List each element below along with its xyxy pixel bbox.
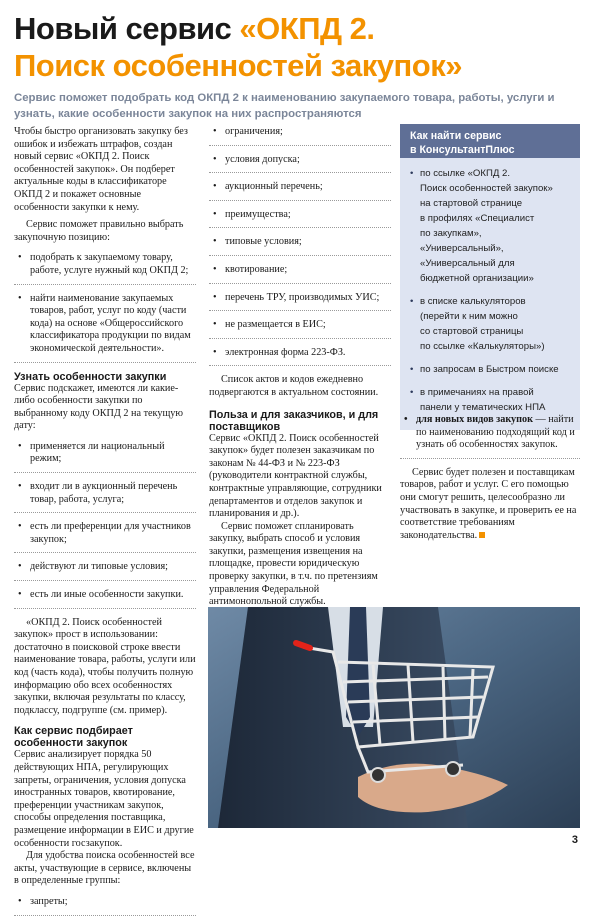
groups-list-start [14, 896, 196, 916]
acts-note: Список актов и кодов ежедневно подвергаются в актуальном состоянии. [209, 374, 379, 398]
features-intro: Сервис подскажет, имеются ли какие-либо особенности закупки по выбранному коду ОКПД 2 на текущую дату: [14, 382, 183, 432]
intro-paragraph: Чтобы быстро организовать закупку без ошибок и избежать штрафов, создан новый сервис «ОКПД 2. Поиск особенностей закупок». Он подберет актуальные коды в классификаторе ОКПД 2 и покажет основные особенности закупки к нему. [14, 126, 188, 213]
callout-text-line: по закупкам», [420, 228, 482, 239]
heading-benefit: Польза и для заказчиков, и для поставщиков [209, 408, 379, 433]
callout-text-line: Поиск особенностей закупок» [420, 183, 553, 194]
callout-text-line: «Универсальный для [420, 258, 515, 269]
cart-wheel [371, 768, 385, 782]
list-item: • запреты; [14, 896, 196, 916]
bullet-text: — найти по наименованию подходящий код и узнать об особенностях закупок. [416, 414, 575, 451]
list-item: • входит ли в аукционный перечень товар, работа, услуга; [14, 481, 196, 513]
list-item: • есть ли иные особенности закупки. [14, 589, 196, 609]
callout-how-to-find [400, 124, 580, 430]
callout-text-line: по ссылке «Калькуляторы») [420, 341, 545, 352]
callout-text-line: панели у тематических НПА [420, 402, 546, 413]
title-part-dark: Новый сервис [14, 11, 240, 46]
groups-list [209, 126, 391, 366]
callout-text-line: (перейти к ним можно [420, 311, 518, 322]
list-item: • найти наименование закупаемых товаров, работ, услуг по коду (части кода) на основе «Общероссийского классификатора продукции по видам экономической деятельности». [14, 293, 196, 363]
callout-item [410, 166, 574, 286]
bullet-bold-text: для новых видов закупок [416, 414, 533, 425]
title-line-2: Поиск особенностей закупок» [14, 48, 462, 83]
list-item: • применяется ли национальный режим; [14, 441, 196, 473]
callout-header-line: Как найти сервис [410, 130, 502, 142]
callout-header-line: в КонсультантПлюс [410, 144, 515, 156]
title-part-orange: «ОКПД 2. [239, 11, 375, 46]
list-item: • электронная форма 223-ФЗ. [209, 347, 391, 367]
list-item: • условия допуска; [209, 154, 391, 174]
new-purchases-list [400, 414, 580, 459]
callout-text-line: • по запросам в Быстром поиске [420, 364, 559, 375]
heading-features: Узнать особенности закупки [14, 370, 167, 383]
column-1 [14, 126, 196, 924]
end-mark-icon [479, 532, 485, 538]
callout-item [410, 294, 574, 354]
callout-header [400, 124, 580, 158]
cart-wheel [446, 762, 460, 776]
column-3 [400, 414, 580, 542]
help-paragraph: Сервис поможет правильно выбрать закупочную позицию: [14, 219, 184, 243]
column-2 [209, 126, 391, 682]
page-title [14, 10, 594, 84]
callout-text-line: • по ссылке «ОКПД 2. [420, 168, 511, 179]
page-number: 3 [571, 834, 578, 846]
callout-text-line: в профилях «Специалист [420, 213, 535, 224]
heading-how: Как сервис подбирает особенности закупок [14, 725, 133, 750]
callout-text-line: • в списке калькуляторов [420, 296, 526, 307]
callout-item [410, 362, 574, 377]
list-item: • аукционный перечень; [209, 181, 391, 201]
list-item: • есть ли преференции для участников закупок; [14, 521, 196, 553]
usage-paragraph: «ОКПД 2. Поиск особенностей закупок» прост в использовании: достаточно в поисковой строке ввести наименование товара, работы, услуги или код (часть кода), чтобы получить полную информацию обо всех особенностях закупки, включая результаты по классу, подклассу, подгруппе (см. пример). [14, 616, 196, 716]
callout-text-line: на стартовой странице [420, 198, 523, 209]
closing-paragraph [400, 467, 580, 543]
list-item: • типовые условия; [209, 236, 391, 256]
callout-text-line: со стартовой страницы [420, 326, 524, 337]
groups-intro: Для удобства поиска особенностей все акты, участвующие в сервисе, включены в определенные группы: [14, 850, 195, 887]
shopping-cart-photo [208, 607, 580, 828]
list-item: • действуют ли типовые условия; [14, 561, 196, 581]
closing-text: Сервис будет полезен и поставщикам товаров, работ и услуг. С его помощью они смогут решить, целесообразно ли участвовать в закупке, и проверить ее на соответствие требованиям законодательства. [400, 466, 577, 541]
features-list [14, 441, 196, 609]
list-item: • перечень ТРУ, производимых УИС; [209, 292, 391, 312]
list-item: • подобрать к закупаемому товару, работе, услуге нужный код ОКПД 2; [14, 252, 196, 284]
help-list [14, 252, 196, 362]
callout-text-line: бюджетной организации» [420, 273, 534, 284]
how-paragraph: Сервис анализирует порядка 50 действующих НПА, регулирующих запреты, ограничения, условия допуска иностранных товаров, квотирование, преференции участникам закупок, способы определения поставщика, размещение информации в ЕИС и другие особенности госзакупок. [14, 749, 194, 849]
plan-paragraph: Сервис поможет спланировать закупку, выбрать способ и условия закупки, размещения извещения на площадке, провести юридическую проверку закупки, в т.ч. по претензиям управления Федеральной антимонопольной службы. [209, 520, 378, 608]
subtitle: Сервис поможет подобрать код ОКПД 2 к наименованию закупаемого товара, работы, услуги и узнать, какие особенности закупок на них распространяются [14, 92, 555, 120]
list-item: • не размещается в ЕИС; [209, 319, 391, 339]
callout-item [410, 385, 574, 415]
benefit-paragraph: Сервис «ОКПД 2. Поиск особенностей закупок» будет полезен заказчикам по законам № 44-ФЗ и № 223-ФЗ (руководители контрактной службы, контрактные управляющие, сотрудники департаментов и отделов закупок и планирования и др.). [209, 432, 382, 520]
callout-text-line: «Универсальный», [420, 243, 504, 254]
list-item: • квотирование; [209, 264, 391, 284]
callout-list [400, 166, 580, 415]
list-item: • ограничения; [209, 126, 391, 146]
list-item [400, 414, 580, 459]
list-item: • преимущества; [209, 209, 391, 229]
callout-text-line: • в примечаниях на правой [420, 387, 534, 398]
